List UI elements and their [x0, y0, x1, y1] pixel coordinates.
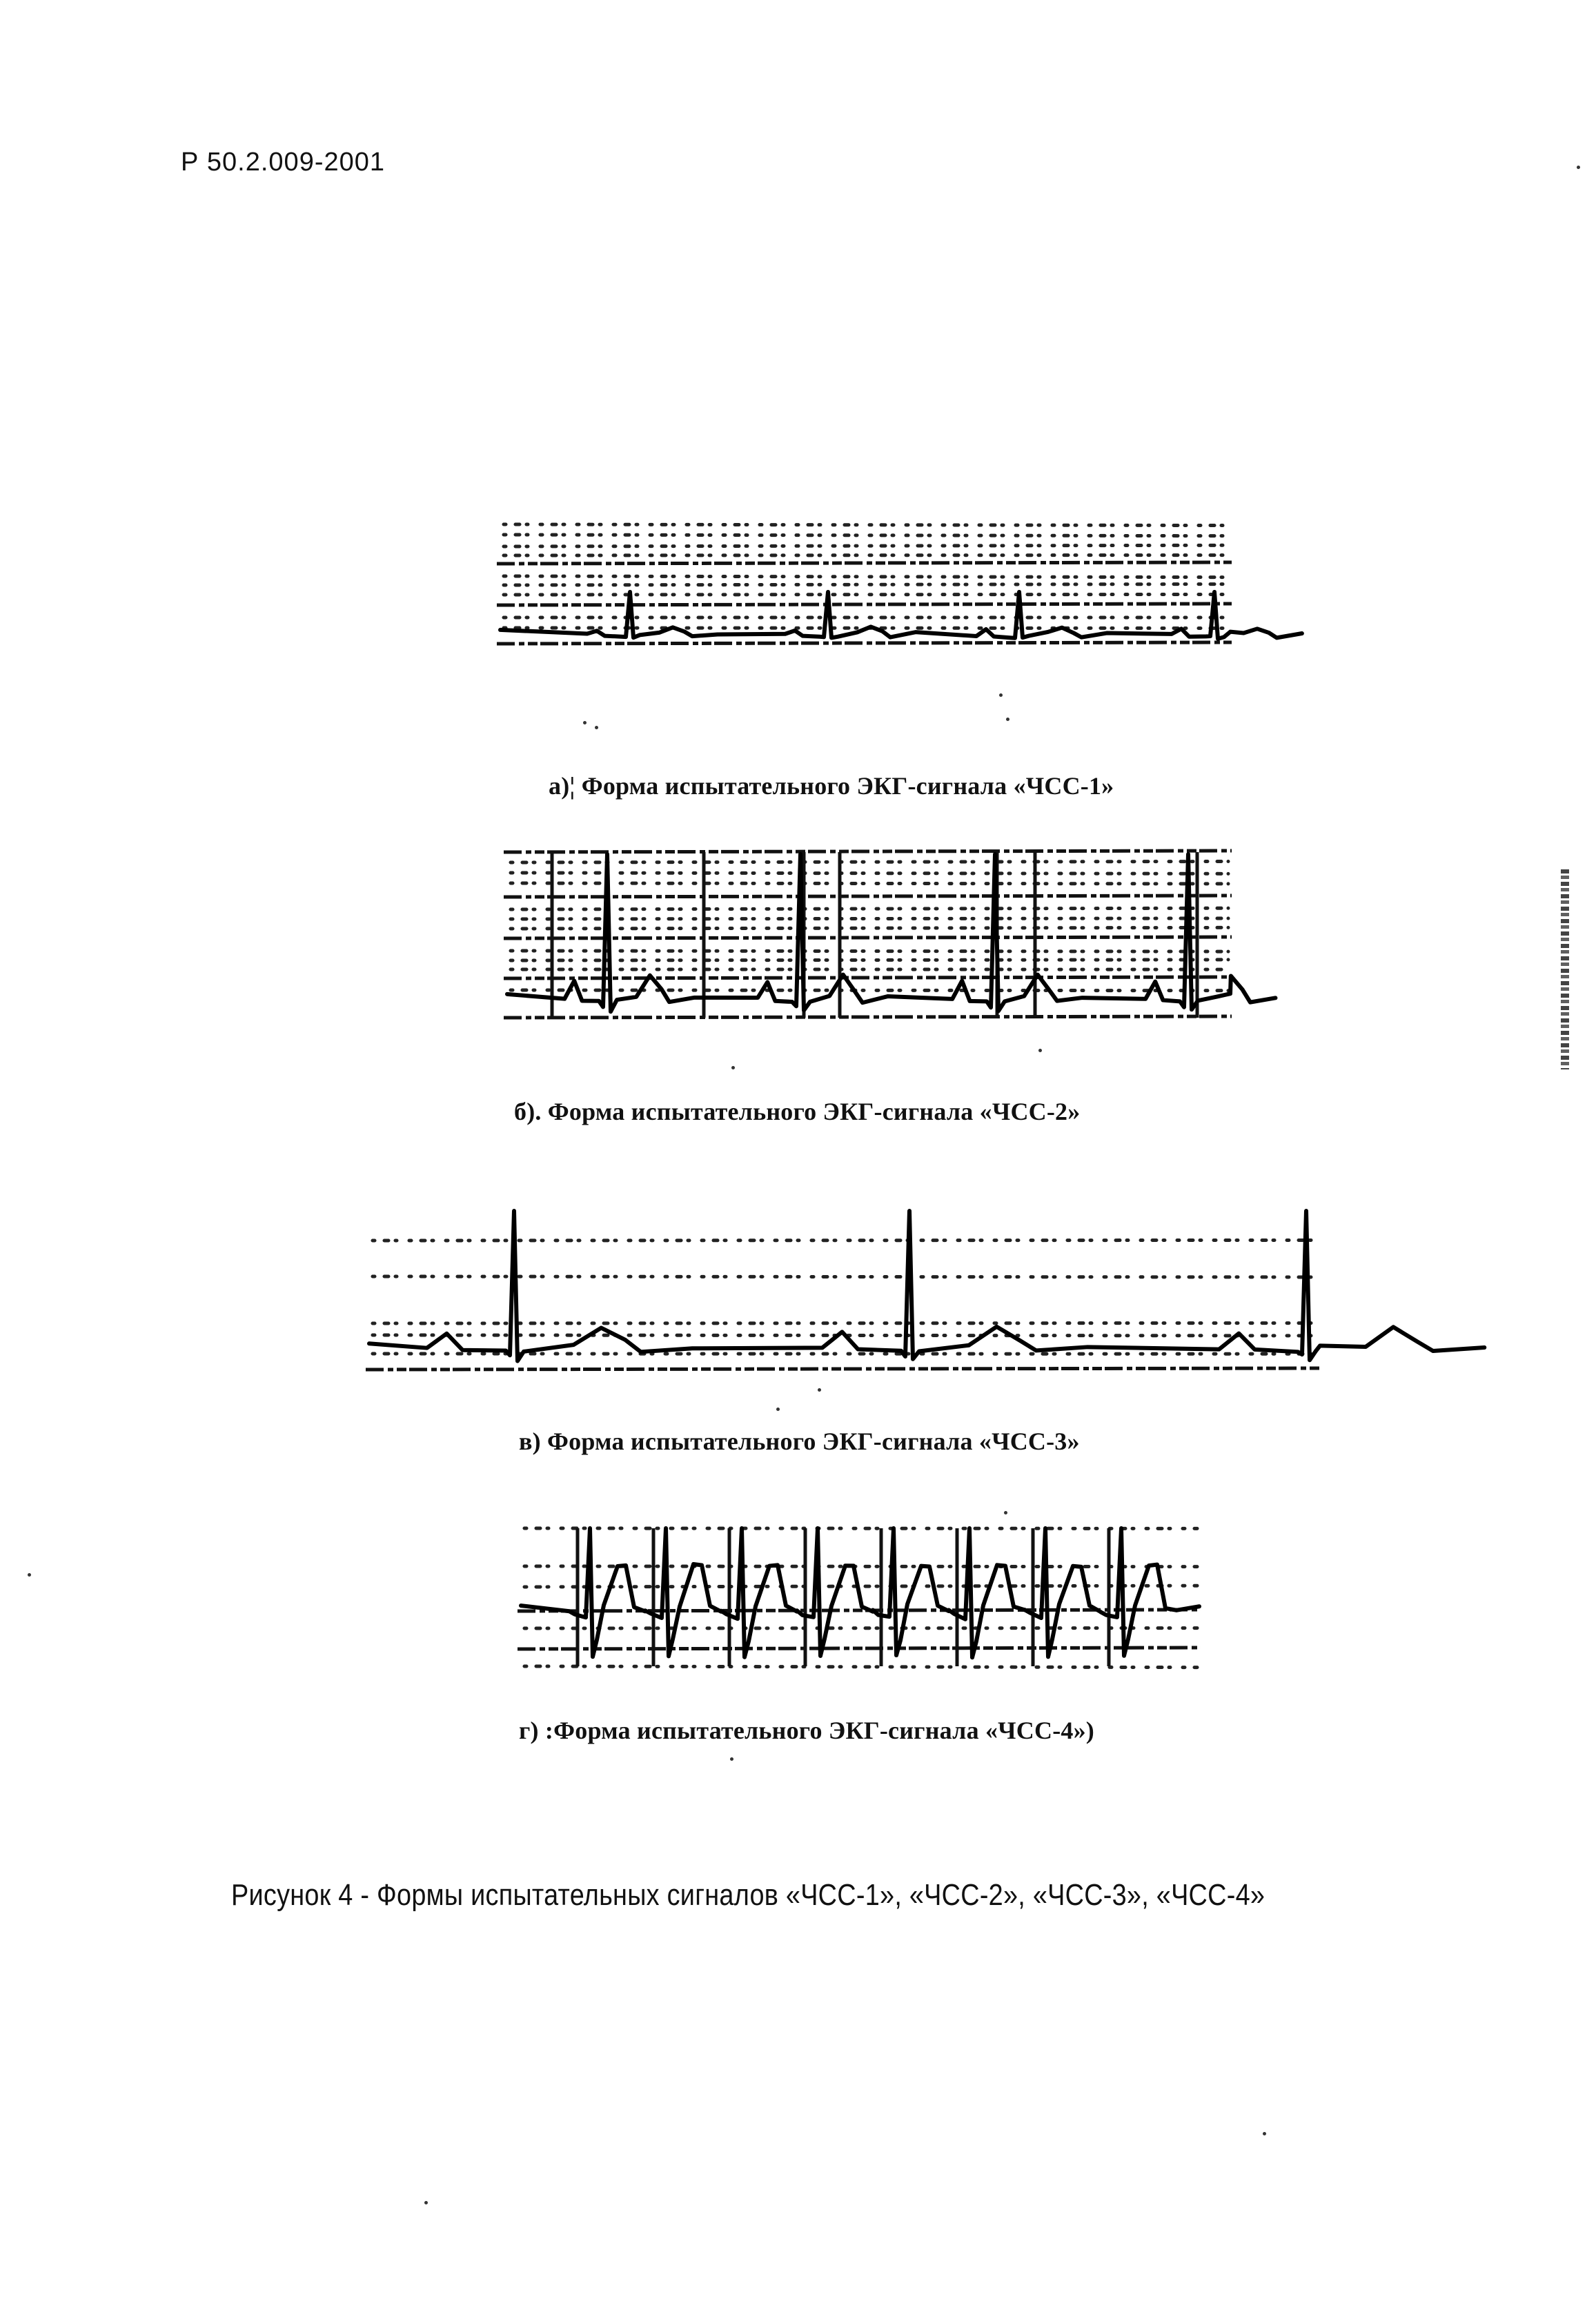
grid-line — [497, 604, 1232, 605]
document-code: Р 50.2.009-2001 — [181, 148, 386, 177]
scan-speck — [1006, 718, 1009, 721]
grid-line — [504, 1016, 1232, 1018]
scan-speck — [28, 1573, 31, 1577]
grid-dotted-line — [504, 545, 1228, 546]
scan-speck — [1577, 166, 1580, 169]
scan-speck — [583, 721, 587, 724]
grid-dotted-line — [511, 918, 1228, 919]
grid-dotted-line — [524, 1586, 1197, 1587]
ecg-trace — [369, 1211, 1484, 1361]
grid-dotted-line — [511, 927, 1228, 929]
ecg-trace — [507, 854, 1275, 1011]
scan-speck — [730, 1757, 733, 1761]
grid-line — [504, 937, 1232, 938]
scan-noise-streak — [1561, 869, 1569, 1069]
scan-speck — [999, 693, 1003, 697]
scan-speck — [776, 1408, 780, 1411]
scan-speck — [818, 1388, 821, 1392]
grid-dotted-line — [504, 594, 1228, 595]
grid-dotted-line — [511, 883, 1228, 884]
ecg-waveform-chss-3 — [366, 1201, 1321, 1380]
grid-dotted-line — [504, 535, 1228, 536]
grid-line — [504, 896, 1232, 897]
grid-dotted-line — [511, 908, 1228, 909]
subcaption-c: в) Форма испытательного ЭКГ-сигнала «ЧСС-3» — [519, 1428, 1080, 1455]
grid-dotted-line — [504, 524, 1228, 526]
ecg-trace — [500, 592, 1302, 639]
grid-dotted-line — [504, 576, 1228, 578]
subcaption-d: г) :Форма испытательного ЭКГ-сигнала «ЧСС-4») — [519, 1717, 1094, 1744]
grid-line — [366, 1368, 1321, 1370]
grid-dotted-line — [511, 990, 1228, 991]
ecg-waveform-chss-2 — [504, 845, 1232, 1021]
subcaption-a: а)¦ Форма испытательного ЭКГ-сигнала «ЧСС-1» — [549, 772, 1114, 800]
subcaption-b: б). Форма испытательного ЭКГ-сигнала «ЧСС-2» — [514, 1098, 1081, 1125]
ecg-waveform-chss-1 — [497, 514, 1232, 652]
grid-line — [518, 1648, 1201, 1649]
scan-speck — [1004, 1511, 1007, 1514]
grid-line — [504, 977, 1232, 978]
ecg-trace — [521, 1528, 1199, 1657]
scan-speck — [1038, 1049, 1042, 1052]
scan-speck — [1263, 2132, 1266, 2135]
scan-speck — [595, 726, 598, 729]
grid-line — [497, 642, 1232, 644]
figure-caption: Рисунок 4 - Формы испытательных сигналов «ЧСС-1», «ЧСС-2», «ЧСС-3», «ЧСС-4» — [231, 1878, 1265, 1912]
grid-line — [497, 562, 1232, 564]
grid-dotted-line — [524, 1666, 1197, 1668]
grid-line — [504, 851, 1232, 852]
scan-speck — [731, 1066, 735, 1069]
scan-speck — [424, 2201, 428, 2204]
ecg-waveform-chss-4 — [518, 1511, 1201, 1680]
grid-dotted-line — [504, 584, 1228, 585]
